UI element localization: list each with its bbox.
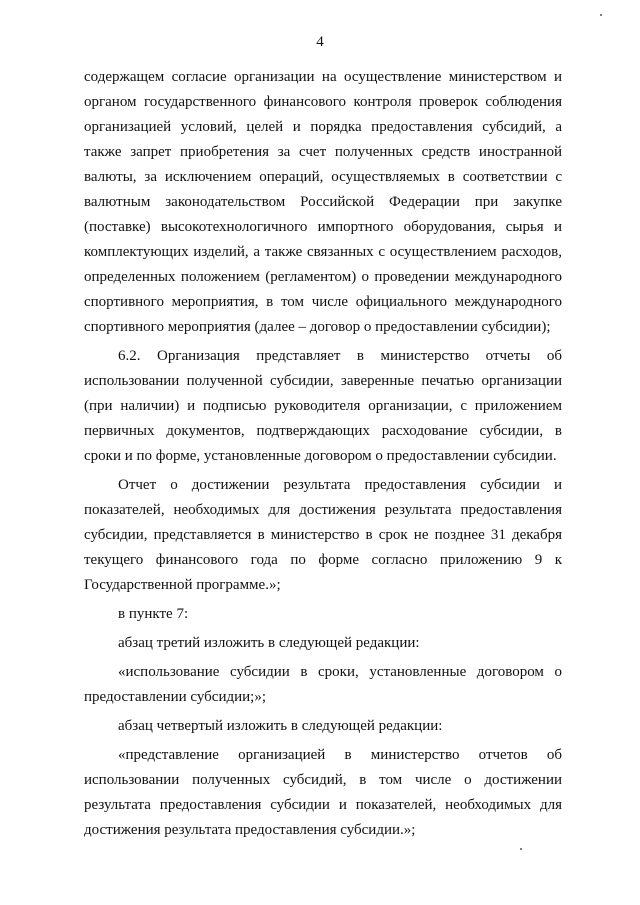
paragraph-third-abzac-text: «использование субсидии в сроки, установленные договором о предоставлении субсидии;»; bbox=[84, 664, 562, 705]
paragraph-in-point-7: в пункте 7: bbox=[118, 606, 189, 622]
page-number: 4 bbox=[316, 34, 324, 50]
paragraph-result-report: Отчет о достижении результата предоставления субсидии и показателей, необходимых для достижения результата предоставления субсидии, представляется в министерство в срок не позднее 31 декабря текущего финансового года по форме согласно приложению 9 к Государственной программе.»; bbox=[84, 477, 562, 593]
paragraph-6-2-reports: 6.2. Организация представляет в министерство отчеты об использовании полученной субсидии, заверенные печатью организации (при наличии) и подписью руководителя организации, с приложением первичных документов, подтверждающих расходование субсидии, в сроки и по форме, установленные договором о предоставлении субсидии. bbox=[84, 348, 562, 464]
scan-speck bbox=[600, 14, 602, 16]
paragraph-contract-conditions: содержащем согласие организации на осуществление министерством и органом государственного финансового контроля проверок соблюдения организацией условий, целей и порядка предоставления субсидий, а также запрет приобретения за счет полученных средств иностранной валюты, за исключением операций, осуществляемых в соответствии с валютным законодательством Российской Федерации при закупке (поставке) высокотехнологичного импортного оборудования, сырья и комплектующих изделий, а также связанных с осуществлением расходов, определенных положением (регламентом) о проведении международного спортивного мероприятия, в том числе официального международного спортивного мероприятия (далее – договор о предоставлении субсидии); bbox=[84, 69, 562, 335]
document-body bbox=[84, 65, 562, 843]
paragraph-fourth-abzac-heading: абзац четвертый изложить в следующей редакции: bbox=[118, 718, 443, 734]
paragraph-third-abzac-heading: абзац третий изложить в следующей редакции: bbox=[118, 635, 420, 651]
scan-speck bbox=[520, 848, 522, 850]
paragraph-fourth-abzac-text: «представление организацией в министерство отчетов об использовании полученных субсидий, в том числе о достижении результата предоставления субсидии и показателей, необходимых для достижения результата предоставления субсидии.»; bbox=[84, 747, 562, 838]
